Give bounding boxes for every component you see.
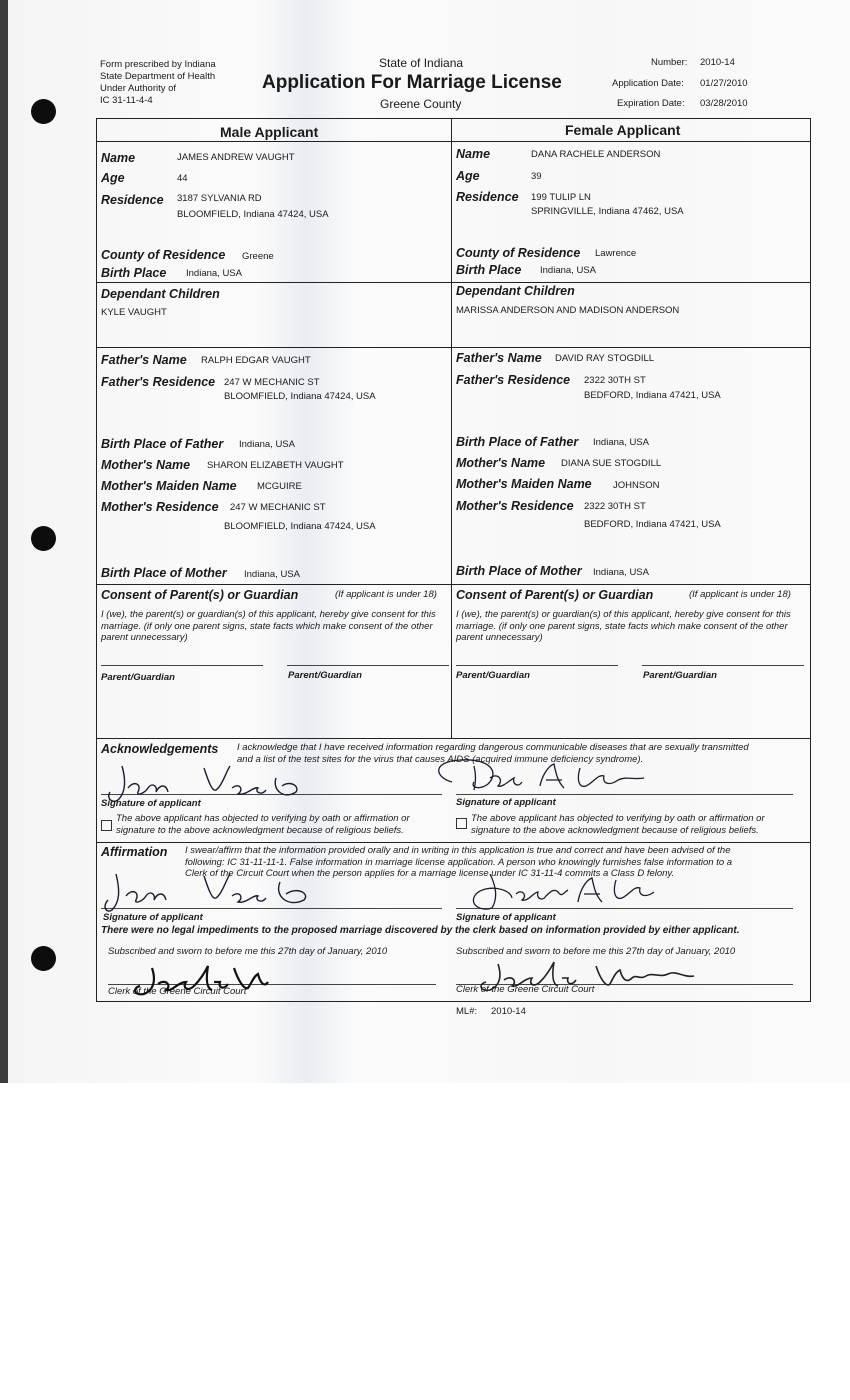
female-applicant-heading: Female Applicant (565, 122, 681, 138)
female-mother-residence-line-1: 2322 30TH ST (584, 501, 646, 512)
female-mother-birth-label: Birth Place of Mother (456, 564, 582, 578)
row-line-parents (96, 347, 811, 348)
consent-title-female: Consent of Parent(s) or Guardian (456, 588, 654, 602)
ml-number-label: ML#: (456, 1006, 478, 1017)
county-name: Greene County (380, 97, 462, 111)
affirmation-text-2: following: IC 31-11-11-1. False information in marriage license application. A person who knowingly furnishes false information to a (185, 857, 733, 868)
male-age-label: Age (101, 171, 125, 185)
consent-text-male: I (we), the parent(s) or guardian(s) of this applicant, hereby give consent for this marriage. (if only one parent signs, state facts which make consent of the other parent unnecessary) (101, 609, 436, 643)
scan-edge-shadow (0, 0, 8, 1083)
guardian-label-female-1: Parent/Guardian (456, 670, 530, 681)
guardian-line-female-2 (642, 665, 804, 666)
female-residence-line-2: SPRINGVILLE, Indiana 47462, USA (531, 206, 684, 217)
ack-signature-female (430, 758, 670, 803)
male-mother-birth-value: Indiana, USA (244, 569, 300, 580)
acknowledgements-text-1: I acknowledge that I have received information regarding dangerous communicable diseases that are sexually transmitted (237, 742, 749, 753)
male-children-label: Dependant Children (101, 287, 220, 301)
guardian-line-female-1 (456, 665, 618, 666)
expiration-date-value: 03/28/2010 (700, 98, 748, 109)
female-mother-name-value: DIANA SUE STOGDILL (561, 458, 662, 469)
male-applicant-heading: Male Applicant (220, 124, 319, 140)
female-residence-line-1: 199 TULIP LN (531, 192, 591, 203)
clerk-label-male: Clerk of the Greene Circuit Court (108, 986, 247, 997)
male-mother-name-value: SHARON ELIZABETH VAUGHT (207, 460, 344, 471)
consent-text-female: I (we), the parent(s) or guardian(s) of this applicant, hereby give consent for this marriage. (if only one parent signs, state facts which make consent of the other parent unnecessary) (456, 609, 791, 643)
consent-note-male: (If applicant is under 18) (335, 589, 437, 600)
guardian-label-female-2: Parent/Guardian (643, 670, 717, 681)
female-father-name-label: Father's Name (456, 351, 542, 365)
acknowledgements-text-2: and a list of the test sites for the virus that causes AIDS (acquired immune deficiency syndrome). (237, 754, 644, 765)
male-father-birth-value: Indiana, USA (239, 439, 295, 450)
guardian-label-male-1: Parent/Guardian (101, 672, 175, 683)
prescribed-line-2: State Department of Health (100, 71, 216, 82)
consent-title-male: Consent of Parent(s) or Guardian (101, 588, 299, 602)
male-father-residence-line-1: 247 W MECHANIC ST (224, 377, 320, 388)
row-line-header (96, 141, 811, 142)
ack-signature-label-male: Signature of applicant (101, 798, 201, 809)
female-children-label: Dependant Children (456, 284, 575, 298)
punch-hole-bottom (31, 946, 56, 971)
guardian-label-male-2: Parent/Guardian (288, 670, 362, 681)
male-mother-maiden-value: MCGUIRE (257, 481, 302, 492)
female-mother-residence-label: Mother's Residence (456, 499, 574, 513)
female-name-value: DANA RACHELE ANDERSON (531, 149, 661, 160)
no-impediments-statement: There were no legal impediments to the proposed marriage discovered by the clerk based on information provided by either applicant. (101, 925, 740, 936)
female-residence-label: Residence (456, 190, 519, 204)
guardian-line-male-1 (101, 665, 263, 666)
male-father-name-label: Father's Name (101, 353, 187, 367)
number-label: Number: (651, 57, 688, 68)
religious-objection-checkbox-female[interactable] (456, 818, 467, 829)
application-date-value: 01/27/2010 (700, 78, 748, 89)
aff-signature-label-male: Signature of applicant (103, 912, 203, 923)
row-line-children (96, 282, 811, 283)
male-mother-residence-line-1: 247 W MECHANIC ST (230, 502, 326, 513)
aff-signature-label-female: Signature of applicant (456, 912, 556, 923)
form-title: Application For Marriage License (262, 72, 562, 93)
male-mother-birth-label: Birth Place of Mother (101, 566, 227, 580)
male-mother-residence-label: Mother's Residence (101, 500, 219, 514)
male-children-value: KYLE VAUGHT (101, 307, 167, 318)
male-residence-line-2: BLOOMFIELD, Indiana 47424, USA (177, 209, 329, 220)
female-father-residence-label: Father's Residence (456, 373, 571, 387)
male-mother-residence-line-2: BLOOMFIELD, Indiana 47424, USA (224, 521, 376, 532)
row-line-affirmation (96, 842, 811, 843)
male-residence-label: Residence (101, 193, 164, 207)
column-divider (451, 118, 452, 738)
number-value: 2010-14 (700, 57, 735, 68)
female-mother-birth-value: Indiana, USA (593, 567, 649, 578)
male-father-residence-label: Father's Residence (101, 375, 216, 389)
ack-signature-male (104, 760, 304, 805)
prescribed-line-3: Under Authority of (100, 83, 177, 94)
clerk-signature-female (476, 958, 716, 998)
affirmation-title: Affirmation (101, 845, 168, 859)
male-name-value: JAMES ANDREW VAUGHT (177, 152, 295, 163)
clerk-signature-male (128, 960, 358, 1000)
female-father-residence-line-2: BEDFORD, Indiana 47421, USA (584, 390, 721, 401)
religious-objection-text-female: The above applicant has objected to verifying by oath or affirmation or signature to the above acknowledgment because of religious beliefs. (471, 813, 765, 836)
male-father-birth-label: Birth Place of Father (101, 437, 224, 451)
guardian-line-male-2 (287, 665, 449, 666)
aff-signature-female (450, 868, 680, 913)
acknowledgements-title: Acknowledgements (101, 742, 219, 756)
punch-hole-middle (31, 526, 56, 551)
female-birth-place-label: Birth Place (456, 263, 522, 277)
female-age-value: 39 (531, 171, 542, 182)
male-age-value: 44 (177, 173, 188, 184)
female-mother-maiden-label: Mother's Maiden Name (456, 477, 592, 491)
female-mother-name-label: Mother's Name (456, 456, 546, 470)
female-county-value: Lawrence (595, 248, 637, 259)
female-father-residence-line-1: 2322 30TH ST (584, 375, 646, 386)
female-father-birth-value: Indiana, USA (593, 437, 649, 448)
male-mother-maiden-label: Mother's Maiden Name (101, 479, 237, 493)
female-name-label: Name (456, 147, 491, 161)
sworn-statement-male: Subscribed and sworn to before me this 27th day of January, 2010 (108, 946, 388, 957)
male-county-label: County of Residence (101, 248, 226, 262)
male-father-residence-line-2: BLOOMFIELD, Indiana 47424, USA (224, 391, 376, 402)
female-mother-maiden-value: JOHNSON (613, 480, 660, 491)
affirmation-text-1: I swear/affirm that the information provided orally and in writing in this application is true and correct and have been advised of the (185, 845, 731, 856)
male-birth-place-value: Indiana, USA (186, 268, 242, 279)
male-name-label: Name (101, 151, 136, 165)
prescribed-line-4: IC 31-11-4-4 (100, 95, 153, 106)
ml-number-value: 2010-14 (491, 1006, 526, 1017)
row-line-acknowledgements (96, 738, 811, 739)
male-birth-place-label: Birth Place (101, 266, 167, 280)
female-father-name-value: DAVID RAY STOGDILL (555, 353, 655, 364)
female-birth-place-value: Indiana, USA (540, 265, 596, 276)
sworn-statement-female: Subscribed and sworn to before me this 27th day of January, 2010 (456, 946, 736, 957)
female-children-value: MARISSA ANDERSON AND MADISON ANDERSON (456, 305, 680, 316)
male-mother-name-label: Mother's Name (101, 458, 191, 472)
female-father-birth-label: Birth Place of Father (456, 435, 579, 449)
prescribed-line-1: Form prescribed by Indiana (100, 59, 216, 70)
application-date-label: Application Date: (612, 78, 684, 89)
religious-objection-text-male: The above applicant has objected to verifying by oath or affirmation or signature to the above acknowledgment because of religious beliefs. (116, 813, 410, 836)
religious-objection-checkbox-male[interactable] (101, 820, 112, 831)
ack-signature-label-female: Signature of applicant (456, 797, 556, 808)
expiration-date-label: Expiration Date: (617, 98, 685, 109)
consent-note-female: (If applicant is under 18) (689, 589, 791, 600)
aff-signature-male (104, 866, 324, 916)
male-residence-line-1: 3187 SYLVANIA RD (177, 193, 262, 204)
female-age-label: Age (456, 169, 480, 183)
clerk-label-female: Clerk of the Greene Circuit Court (456, 984, 595, 995)
punch-hole-top (31, 99, 56, 124)
state-name: State of Indiana (379, 56, 464, 70)
male-county-value: Greene (242, 251, 274, 262)
male-father-name-value: RALPH EDGAR VAUGHT (201, 355, 311, 366)
row-line-consent (96, 584, 811, 585)
affirmation-text-3: Clerk of the Circuit Court when the person applies for a marriage license under IC 31-11-4 commits a Class D felony. (185, 868, 675, 879)
female-county-label: County of Residence (456, 246, 581, 260)
female-mother-residence-line-2: BEDFORD, Indiana 47421, USA (584, 519, 721, 530)
